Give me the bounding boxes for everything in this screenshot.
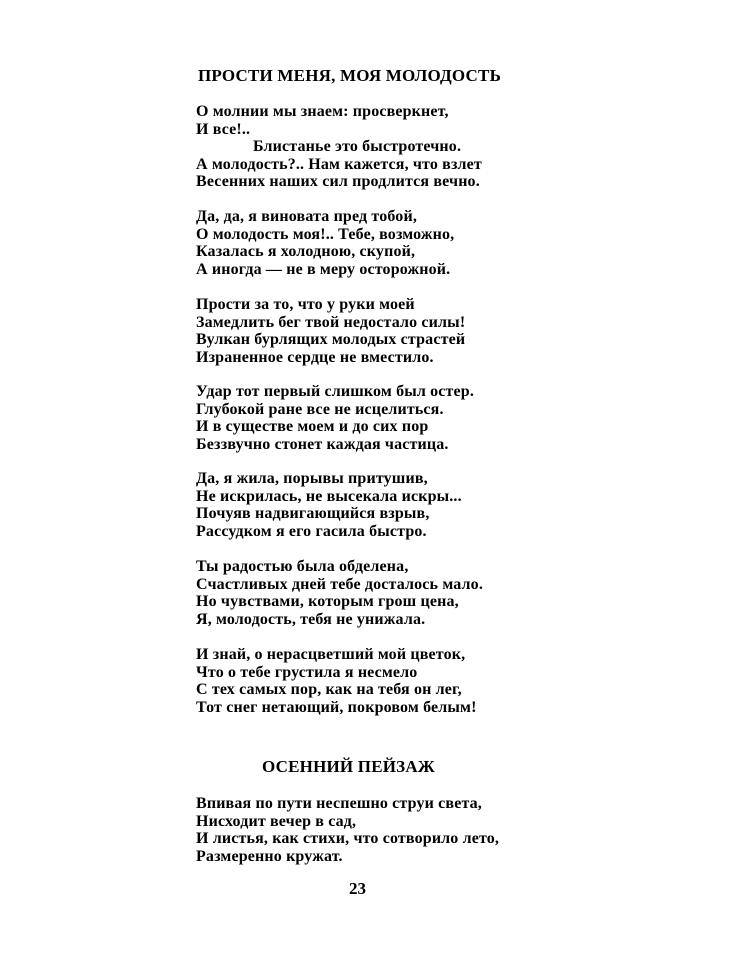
stanza xyxy=(196,470,462,540)
poem-line: Что о тебе грустила я несмело xyxy=(196,663,418,681)
poem-line: Удар тот первый слишком был остер. xyxy=(196,383,474,400)
poem-line: Да, да, я виновата пред тобой, xyxy=(196,208,417,225)
stanza xyxy=(196,558,483,628)
poem-line: Размеренно кружат. xyxy=(196,847,343,865)
poem-line: Рассудком я его гасила быстро. xyxy=(196,522,427,540)
poem-line: Счастливых дней тебе досталось мало. xyxy=(196,575,483,593)
poem-line: О молодость моя!.. Тебе, возможно, xyxy=(196,225,455,243)
poem-line: И в существе моем и до сих пор xyxy=(196,418,429,436)
poem-line: Прости за то, что у руки моей xyxy=(196,296,415,313)
poem-line: Да, я жила, порывы притушив, xyxy=(196,470,428,487)
poem-line: Нисходит вечер в сад, xyxy=(196,812,357,830)
poem-line: Не искрилась, не высекала искры... xyxy=(196,487,462,505)
poem-line: Я, молодость, тебя не унижала. xyxy=(196,610,426,628)
poem-line: Тот снег нетающий, покровом белым! xyxy=(196,698,477,716)
poem-line: А молодость?.. Нам кажется, что взлет xyxy=(196,155,482,173)
poem-line: Замедлить бег твой недостало силы! xyxy=(196,313,466,331)
poem-line: Беззвучно стонет каждая частица. xyxy=(196,435,449,453)
poem-title: ОСЕННИЙ ПЕЙЗАЖ xyxy=(262,757,435,776)
stanza xyxy=(196,296,465,366)
page-number: 23 xyxy=(349,879,366,898)
poem-title: ПРОСТИ МЕНЯ, МОЯ МОЛОДОСТЬ xyxy=(198,66,502,85)
stanza xyxy=(196,208,454,278)
poem-line: И листья, как стихи, что сотворило лето, xyxy=(196,830,500,848)
stanza xyxy=(196,646,477,716)
poem-line: С тех самых пор, как на тебя он лег, xyxy=(196,681,462,699)
stanza xyxy=(196,795,499,865)
poem-line: Израненное сердце не вместило. xyxy=(196,348,434,366)
poem-line: И знай, о нерасцветший мой цветок, xyxy=(196,646,466,663)
poem-line: Вулкан бурлящих молодых страстей xyxy=(196,331,466,349)
stanza xyxy=(196,383,474,453)
poem-line: Казалась я холодною, скупой, xyxy=(196,243,416,261)
poem-line: Почуяв надвигающийся взрыв, xyxy=(196,505,430,523)
poem-line: И все!.. xyxy=(196,120,251,138)
poem-line: Но чувствами, которым грош цена, xyxy=(196,593,459,611)
poem-line: Глубокой ране все не исцелиться. xyxy=(196,400,444,418)
poem-line: О молнии мы знаем: просверкнет, xyxy=(196,103,449,120)
poem-line: Блистанье это быстротечно. xyxy=(253,138,462,156)
poem-line: Ты радостью была обделена, xyxy=(196,558,409,575)
poem-line: Впивая по пути неспешно струи света, xyxy=(196,795,482,812)
poem-line: А иногда — не в меру осторожной. xyxy=(196,260,451,278)
stanza xyxy=(196,103,482,191)
poem-line: Весенних наших сил продлится вечно. xyxy=(196,173,480,191)
